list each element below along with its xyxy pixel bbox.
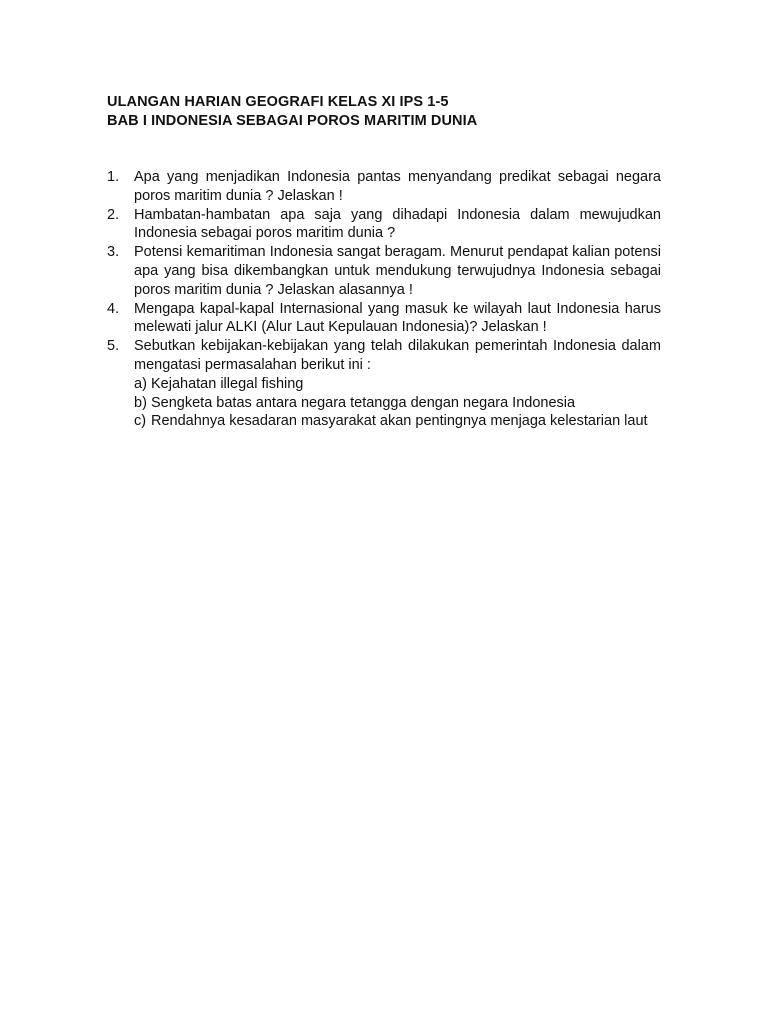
- sub-question-text: Rendahnya kesadaran masyarakat akan pentingnya menjaga kelestarian laut: [151, 413, 648, 430]
- sub-question-text: Kejahatan illegal fishing: [151, 375, 304, 392]
- sub-question-list: [134, 375, 661, 431]
- question-text: Hambatan-hambatan apa saja yang dihadapi Indonesia dalam mewujudkan Indonesia sebagai poros maritim dunia ?: [134, 206, 661, 242]
- chapter-title: BAB I INDONESIA SEBAGAI POROS MARITIM DUNIA: [107, 113, 478, 129]
- sub-question-letter: c): [134, 413, 147, 430]
- question-item-1: [107, 168, 661, 206]
- sub-question-text: Sengketa batas antara negara tetangga dengan negara Indonesia: [151, 394, 576, 411]
- question-number: 1.: [107, 169, 120, 185]
- question-number: 2.: [107, 206, 120, 223]
- exam-title: ULANGAN HARIAN GEOGRAFI KELAS XI IPS 1-5: [107, 94, 449, 110]
- sub-question-item-c: [134, 412, 661, 431]
- question-item-4: [107, 300, 661, 338]
- question-number: 5.: [107, 338, 120, 355]
- question-text: Sebutkan kebijakan-kebijakan yang telah dilakukan pemerintah Indonesia dalam mengatasi permasalahan berikut ini :: [134, 338, 661, 373]
- sub-question-item-a: [134, 375, 661, 394]
- question-text: Potensi kemaritiman Indonesia sangat beragam. Menurut pendapat kalian potensi apa yang bisa dikembangkan untuk mendukung terwujudnya Indonesia sebagai poros maritim dunia ? Jelaskan alasannya !: [134, 244, 661, 298]
- question-item-5: [107, 337, 661, 431]
- sub-question-letter: a): [134, 375, 147, 392]
- sub-question-item-b: [134, 394, 661, 413]
- question-item-2: [107, 206, 661, 244]
- question-list: [107, 168, 661, 431]
- question-number: 3.: [107, 244, 120, 261]
- sub-question-letter: b): [134, 394, 147, 411]
- question-text: Mengapa kapal-kapal Internasional yang masuk ke wilayah laut Indonesia harus melewati jalur ALKI (Alur Laut Kepulauan Indonesia)? Jelaskan !: [134, 300, 661, 336]
- question-text: Apa yang menjadikan Indonesia pantas menyandang predikat sebagai negara poros maritim dunia ? Jelaskan !: [134, 169, 661, 204]
- question-item-3: [107, 243, 661, 299]
- question-number: 4.: [107, 300, 120, 317]
- document-header: [107, 93, 667, 131]
